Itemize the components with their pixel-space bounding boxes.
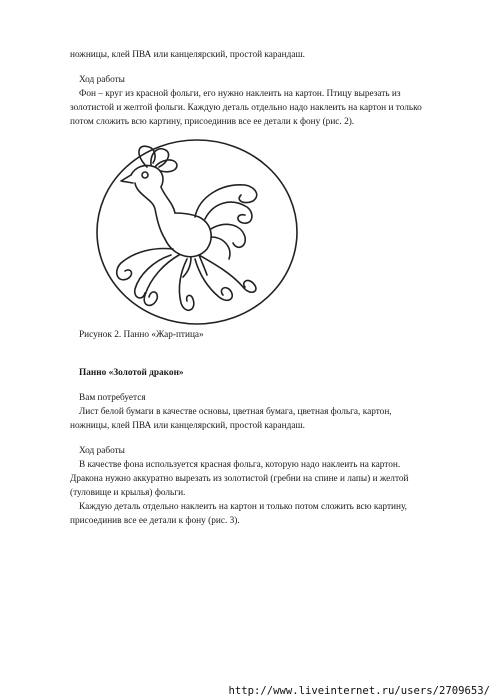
intro-line: ножницы, клей ПВА или канцелярский, простой карандаш. [70, 50, 305, 60]
paragraph-line: Лист белой бумаги в качестве основы, цветная бумага, цветная фольга, картон, [79, 407, 392, 417]
source-url: http://www.liveinternet.ru/users/2709653/ [228, 685, 490, 697]
paragraph-line: потом сложить всю картину, присоединив все ее детали к фону (рис. 2). [70, 117, 355, 127]
paragraph-line: Каждую деталь отдельно наклеить на картон и только потом сложить всю картину, [79, 502, 408, 512]
section-title: Панно «Золотой дракон» [79, 368, 184, 378]
paragraph-line: В качестве фона используется красная фольга, которую надо наклеить на картон. [79, 460, 401, 470]
paragraph-line: Дракона нужно аккуратно вырезать из золотистой (гребни на спине и лапы) и желтой [70, 474, 409, 484]
paragraph-line: ножницы, клей ПВА или канцелярский, простой карандаш. [70, 421, 305, 431]
paragraph-line: присоединив все ее детали к фону (рис. 3). [70, 516, 240, 526]
paragraph-line: (туловище и крылья) фольги. [70, 488, 186, 498]
section-heading-work: Ход работы [79, 75, 125, 85]
paragraph-line: золотистой и желтой фольги. Каждую деталь отдельно надо наклеить на картон и только [70, 103, 422, 113]
paragraph-line: Фон – круг из красной фольги, его нужно наклеить на картон. Птицу вырезать из [79, 89, 401, 99]
section-heading-work: Ход работы [79, 446, 125, 456]
section-heading-needs: Вам потребуется [79, 393, 146, 403]
firebird-panel-illustration [95, 137, 303, 327]
figure-caption: Рисунок 2. Панно «Жар-птица» [79, 330, 204, 340]
